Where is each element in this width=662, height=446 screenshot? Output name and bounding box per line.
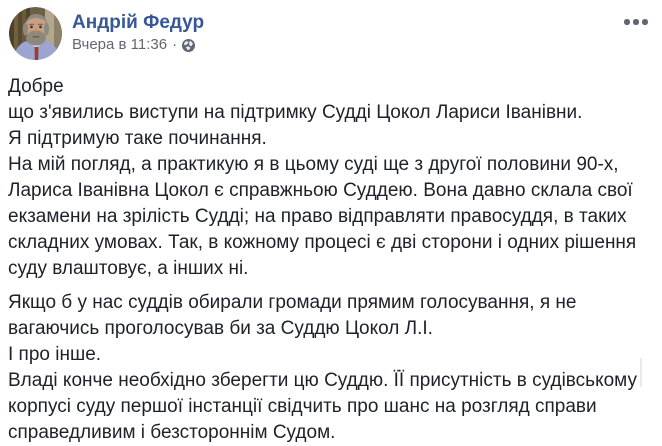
post-text-line: вагаючись проголосував би за Суддю Цокол Л.І. [8, 318, 433, 339]
profile-photo [9, 47, 62, 60]
post-text-line: складних умовах. Так, в кожному процесі є дві сторони і одних рішення [8, 232, 637, 253]
post-options-button[interactable] [619, 13, 653, 31]
post-paragraph [8, 290, 662, 446]
ellipsis-icon [642, 19, 648, 25]
post-paragraph [8, 74, 662, 282]
post-header [0, 0, 662, 66]
ellipsis-icon [633, 19, 639, 25]
globe-icon [182, 39, 195, 52]
post-text-line: Лариса Іванівна Цокол є справжньою Суддею. Вона давно склала свої [8, 180, 633, 201]
post-meta [72, 35, 204, 55]
post-text-line: На мій погляд, а практикую я в цьому суді ще з другої половини 90-х, [8, 154, 619, 175]
post-text-line: суду влаштовує, а інших ні. [8, 258, 249, 279]
post-body [8, 74, 662, 446]
avatar[interactable] [9, 7, 62, 60]
post-text-line: екзамени на зрілість Судді; на право відправляти правосуддя, в таких [8, 206, 627, 227]
post-text-line: справедливим і безстороннім Судом. [8, 422, 336, 443]
post-text-line: Добре [8, 76, 64, 97]
post-text-line: корпусі суду першої інстанції свідчить про шанс на розгляд справи [8, 396, 597, 417]
author-name-link[interactable]: Андрій Федур [72, 12, 205, 33]
ellipsis-icon [624, 19, 630, 25]
post-text-line: І про інше. [8, 344, 102, 365]
timestamp-link[interactable]: Вчера в 11:36 [72, 36, 168, 53]
header-text [72, 12, 204, 55]
vertical-divider-artifact [640, 358, 642, 387]
post-text-line: Якщо б у нас суддів обирали громади прямим голосування, я не [8, 292, 577, 313]
post-text-line: Владі конче необхідно зберегти цю Суддю. ЇЇ присутність в судівському [8, 370, 637, 391]
meta-separator: · [172, 36, 178, 53]
post-text-line: Я підтримую таке починання. [8, 128, 267, 149]
post-text-line: що з'явились виступи на підтримку Судді Цокол Лариси Іванівни. [8, 102, 583, 123]
